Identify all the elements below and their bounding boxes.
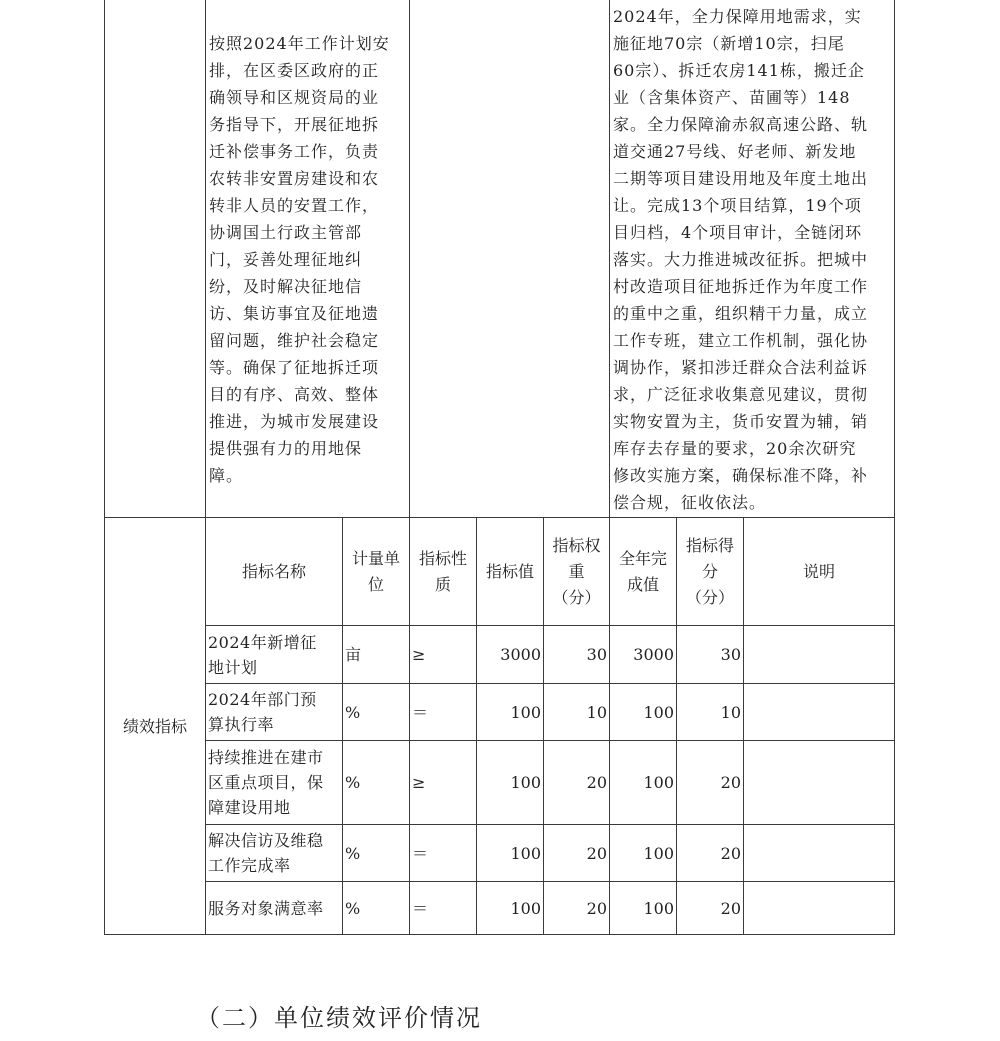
indicator-score: 10 [720, 702, 741, 722]
indicator-score: 20 [720, 843, 741, 863]
indicator-name: 2024年部门预 算执行率 [208, 690, 317, 734]
indicator-unit: % [345, 898, 361, 918]
indicator-note [746, 882, 892, 934]
indicator-score: 30 [720, 645, 741, 664]
annual-completion-text: 2024年，全力保障用地需求，实 施征地70宗（新增10宗，扫尾 60宗）、拆迁农房141栋，搬迁企 业（含集体资产、苗圃等）148 家。全力保障渝赤叙高速公路、轨 道交通27号线、好老师、新发地 二期等项目建设用地及年度土地出 让。完成13个项目结算，19个项 目归档，4个项目审计，全链闭环 落实。大力推进城改征拆。把城中 村改造项目征地拆迁作为年度工作 的重中之重，组织精干力量，成立 工作专班，建立工作机制，强化协 调协作，紧扣涉迁群众合法利益诉 求，广泛征求收集意见建议，贯彻 实物安置为主，货币安置为辅，销 库存去存量的要求，20余次研究 修改实施方案，确保标准不降，补 偿合规，征收依法。 [613, 7, 869, 512]
indicator-actual-value: 100 [643, 898, 674, 918]
annual-plan-text: 按照2024年工作计划安 排，在区委区政府的正 确领导和区规资局的业 务指导下，开展征地拆 迁补偿事务工作，负责 农转非安置房建设和农 转非人员的安置工作， 协调国土行政主管部 门，妥善处理征地纠 纷，及时解决征地信 访、集访事宜及征地遗 留问题，维护社会稳定 等。确保了征地拆迁项 目的有序、高效、整体 推进，为城市发展建设 提供强有力的用地保 障。 [209, 34, 390, 485]
indicator-unit: % [345, 702, 361, 722]
indicator-weight: 10 [586, 702, 607, 722]
performance-indicators-label: 绩效指标 [122, 716, 187, 736]
indicator-target-value: 100 [510, 773, 541, 792]
header-target-value: 指标值 [485, 561, 534, 581]
indicator-name: 2024年新增征 地计划 [208, 632, 317, 677]
header-unit: 计量单 位 [351, 548, 400, 594]
indicator-weight: 30 [586, 645, 607, 664]
indicator-target-value: 100 [510, 898, 541, 918]
header-nature: 指标性 质 [418, 548, 467, 594]
indicator-actual-value: 100 [643, 843, 674, 863]
indicator-actual-value: 3000 [633, 645, 674, 664]
indicator-name: 持续推进在建市 区重点项目，保 障建设用地 [208, 748, 324, 817]
indicator-nature: ＝ [412, 702, 429, 722]
indicator-target-value: 100 [510, 843, 541, 863]
header-actual-value: 全年完 成值 [618, 548, 667, 594]
indicator-note [746, 626, 892, 683]
header-weight: 指标权 重 （分） [552, 535, 601, 607]
indicator-score: 20 [720, 898, 741, 918]
indicator-nature: ＝ [412, 843, 429, 863]
indicator-target-value: 100 [510, 702, 541, 722]
indicator-nature: ≥ [412, 773, 426, 792]
header-note: 说明 [802, 561, 835, 581]
indicator-unit: % [345, 843, 361, 863]
indicator-note [746, 825, 892, 881]
indicator-unit: 亩 [345, 645, 362, 664]
header-indicator-name: 指标名称 [241, 561, 306, 581]
indicator-weight: 20 [586, 898, 607, 918]
indicator-name: 服务对象满意率 [208, 898, 324, 918]
indicator-note [746, 741, 892, 824]
section-heading: （二）单位绩效评价情况 [196, 1004, 482, 1032]
indicator-actual-value: 100 [643, 773, 674, 792]
indicator-name: 解决信访及维稳 工作完成率 [208, 831, 324, 875]
indicator-target-value: 3000 [500, 645, 541, 664]
indicator-score: 20 [720, 773, 741, 792]
header-score: 指标得 分 （分） [685, 535, 734, 607]
indicator-note [746, 684, 892, 740]
indicator-weight: 20 [586, 843, 607, 863]
indicator-actual-value: 100 [643, 702, 674, 722]
indicator-nature: ≥ [412, 645, 426, 664]
indicator-nature: ＝ [412, 898, 429, 918]
indicator-weight: 20 [586, 773, 607, 792]
indicator-unit: % [345, 773, 361, 792]
